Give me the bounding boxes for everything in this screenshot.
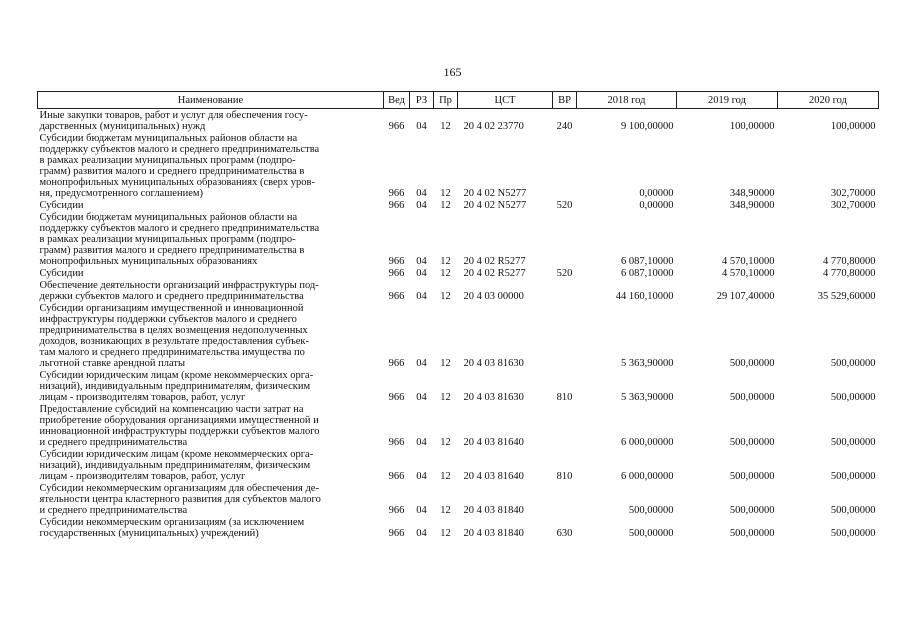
pr-cell: 12 — [440, 121, 451, 132]
vr-cell — [553, 279, 577, 302]
amount-2019-cell: 100,00000 — [729, 121, 775, 132]
item-name-line: там малого и среднего предпринимательства имущества по — [39, 347, 305, 358]
amount-2019-cell: 348,90000 — [729, 188, 775, 199]
amount-2020-cell: 35 529,60000 — [817, 291, 876, 302]
vr-cell — [553, 132, 577, 199]
vr-cell — [553, 302, 577, 369]
item-name-cell — [38, 448, 384, 482]
rz-cell: 04 — [416, 291, 427, 302]
item-name-cell — [38, 403, 384, 448]
ved-cell: 966 — [388, 268, 405, 279]
item-name-line: Предоставление субсидий на компенсацию части затрат на — [39, 404, 304, 415]
page-number: 165 — [443, 65, 462, 79]
rz-cell: 04 — [416, 121, 427, 132]
cst-cell: 20 4 02 N5277 — [463, 188, 527, 199]
item-name-line: Субсидии — [39, 268, 84, 279]
table-row — [38, 132, 879, 199]
item-name-line: Субсидии бюджетам муниципальных районов области на — [39, 133, 298, 144]
table-row — [38, 211, 879, 267]
amount-2019-cell: 348,90000 — [729, 200, 775, 211]
rz-cell: 04 — [416, 471, 427, 482]
ved-cell: 966 — [388, 188, 405, 199]
amount-2020-cell: 100,00000 — [830, 121, 876, 132]
cst-cell: 20 4 03 81840 — [463, 505, 524, 516]
pr-cell: 12 — [440, 188, 451, 199]
amount-2020-cell: 302,70000 — [830, 200, 876, 211]
rz-cell: 04 — [416, 392, 427, 403]
item-name-cell — [38, 109, 384, 133]
rz-cell: 04 — [416, 358, 427, 369]
table-row — [38, 109, 879, 133]
table-row — [38, 448, 879, 482]
vr-cell: 520 — [556, 200, 573, 211]
rz-cell: 04 — [416, 505, 427, 516]
item-name-line: Субсидии некоммерческим организациям (за исключением — [39, 517, 305, 528]
item-name-line: Иные закупки товаров, работ и услуг для обеспечения госу- — [39, 110, 308, 121]
table-row — [38, 403, 879, 448]
header-pr: Пр — [434, 92, 458, 109]
item-name-cell — [38, 516, 384, 539]
item-name-line: Субсидии бюджетам муниципальных районов области на — [39, 212, 298, 223]
item-name-line: инфраструктуры поддержки субъектов малого и среднего — [39, 314, 297, 325]
header-rz: РЗ — [410, 92, 434, 109]
amount-2018-cell: 5 363,90000 — [621, 392, 674, 403]
item-name-line: Субсидии — [39, 200, 84, 211]
item-name-line: лицам - производителям товаров, работ, услуг — [39, 392, 246, 403]
vr-cell: 630 — [556, 528, 573, 539]
amount-2018-cell: 5 363,90000 — [621, 358, 674, 369]
pr-cell: 12 — [440, 437, 451, 448]
ved-cell: 966 — [388, 528, 405, 539]
amount-2018-cell: 6 000,00000 — [621, 471, 674, 482]
rz-cell: 04 — [416, 256, 427, 267]
ved-cell: 966 — [388, 291, 405, 302]
table-row — [38, 516, 879, 539]
vr-cell — [553, 403, 577, 448]
item-name-line: ня, предусмотренного соглашением) — [39, 188, 204, 199]
item-name-cell — [38, 279, 384, 302]
item-name-line: и среднего предпринимательства — [39, 505, 188, 516]
vr-cell — [553, 482, 577, 516]
rz-cell: 04 — [416, 200, 427, 211]
item-name-line: государственных (муниципальных) учреждений) — [39, 528, 259, 539]
amount-2019-cell: 500,00000 — [729, 471, 775, 482]
ved-cell: 966 — [388, 505, 405, 516]
amount-2019-cell: 500,00000 — [729, 392, 775, 403]
item-name-cell — [38, 199, 384, 211]
table-body — [38, 109, 879, 540]
table-row — [38, 482, 879, 516]
cst-cell: 20 4 03 81630 — [463, 358, 524, 369]
cst-cell: 20 4 03 00000 — [463, 291, 524, 302]
vr-cell: 810 — [556, 392, 573, 403]
table-row — [38, 302, 879, 369]
item-name-line: и среднего предпринимательства — [39, 437, 188, 448]
item-name-cell — [38, 369, 384, 403]
item-name-line: Субсидии юридическим лицам (кроме некоммерческих орга- — [39, 449, 314, 460]
amount-2018-cell: 500,00000 — [628, 528, 674, 539]
item-name-line: низаций), индивидуальным предпринимателям, физическим — [39, 460, 311, 471]
header-2020: 2020 год — [778, 92, 879, 109]
cst-cell: 20 4 03 81840 — [463, 528, 524, 539]
item-name-line: лицам - производителям товаров, работ, услуг — [39, 471, 246, 482]
item-name-cell — [38, 267, 384, 279]
header-vr: ВР — [553, 92, 577, 109]
cst-cell: 20 4 02 23770 — [463, 121, 524, 132]
pr-cell: 12 — [440, 392, 451, 403]
table-row — [38, 369, 879, 403]
amount-2020-cell: 302,70000 — [830, 188, 876, 199]
item-name-line: в рамках реализации муниципальных программ (подпро- — [39, 234, 296, 245]
item-name-line: низаций), индивидуальным предпринимателям, физическим — [39, 381, 311, 392]
amount-2020-cell: 500,00000 — [830, 471, 876, 482]
ved-cell: 966 — [388, 200, 405, 211]
item-name-line: Субсидии юридическим лицам (кроме некоммерческих орга- — [39, 370, 314, 381]
amount-2018-cell: 6 087,10000 — [621, 268, 674, 279]
item-name-line: Субсидии организациям имущественной и инновационной — [39, 303, 304, 314]
item-name-line: монопрофильных муниципальных образованиях — [39, 256, 258, 267]
amount-2018-cell: 44 160,10000 — [615, 291, 674, 302]
amount-2019-cell: 4 570,10000 — [722, 268, 775, 279]
header-2018: 2018 год — [577, 92, 677, 109]
item-name-line: в рамках реализации муниципальных программ (подпро- — [39, 155, 296, 166]
header-ved: Вед — [384, 92, 410, 109]
ved-cell: 966 — [388, 392, 405, 403]
item-name-line: поддержку субъектов малого и среднего предпринимательства — [39, 223, 320, 234]
item-name-cell — [38, 211, 384, 267]
item-name-line: Субсидии некоммерческим организациям для обеспечения де- — [39, 483, 319, 494]
pr-cell: 12 — [440, 528, 451, 539]
pr-cell: 12 — [440, 200, 451, 211]
amount-2018-cell: 500,00000 — [628, 505, 674, 516]
header-cst: ЦСТ — [458, 92, 553, 109]
vr-cell: 810 — [556, 471, 573, 482]
ved-cell: 966 — [388, 121, 405, 132]
table-row — [38, 279, 879, 302]
amount-2020-cell: 500,00000 — [830, 505, 876, 516]
item-name-line: ятельности центра кластерного развития для субъектов малого — [39, 494, 321, 505]
table-row — [38, 267, 879, 279]
item-name-line: держки субъектов малого и среднего предпринимательства — [39, 291, 304, 302]
amount-2018-cell: 0,00000 — [639, 188, 674, 199]
item-name-line: поддержку субъектов малого и среднего предпринимательства — [39, 144, 320, 155]
cst-cell: 20 4 03 81630 — [463, 392, 524, 403]
amount-2019-cell: 500,00000 — [729, 358, 775, 369]
cst-cell: 20 4 02 R5277 — [463, 268, 526, 279]
cst-cell: 20 4 03 81640 — [463, 471, 524, 482]
amount-2018-cell: 6 087,10000 — [621, 256, 674, 267]
rz-cell: 04 — [416, 268, 427, 279]
vr-cell: 520 — [556, 268, 573, 279]
table-header — [38, 92, 879, 109]
pr-cell: 12 — [440, 471, 451, 482]
ved-cell: 966 — [388, 358, 405, 369]
header-row — [38, 92, 879, 109]
item-name-line: льготной ставке арендной платы — [39, 358, 186, 369]
amount-2019-cell: 500,00000 — [729, 505, 775, 516]
item-name-line: монопрофильных муниципальных образованиях (сверх уров- — [39, 177, 316, 188]
amount-2020-cell: 4 770,80000 — [823, 268, 876, 279]
amount-2020-cell: 4 770,80000 — [823, 256, 876, 267]
table-row — [38, 199, 879, 211]
amount-2020-cell: 500,00000 — [830, 358, 876, 369]
pr-cell: 12 — [440, 505, 451, 516]
item-name-line: инновационной инфраструктуры поддержки субъектов малого — [39, 426, 320, 437]
budget-table — [37, 91, 879, 539]
rz-cell: 04 — [416, 528, 427, 539]
item-name-line: дарственных (муниципальных) нужд — [39, 121, 206, 132]
cst-cell: 20 4 03 81640 — [463, 437, 524, 448]
pr-cell: 12 — [440, 358, 451, 369]
item-name-line: предпринимательства в целях возмещения недополученных — [39, 325, 308, 336]
amount-2020-cell: 500,00000 — [830, 392, 876, 403]
pr-cell: 12 — [440, 291, 451, 302]
item-name-line: грамм) развития малого и среднего предпринимательства в — [39, 166, 305, 177]
header-name: Наименование — [38, 92, 384, 109]
vr-cell: 240 — [556, 121, 573, 132]
rz-cell: 04 — [416, 188, 427, 199]
amount-2019-cell: 500,00000 — [729, 437, 775, 448]
amount-2018-cell: 6 000,00000 — [621, 437, 674, 448]
amount-2019-cell: 4 570,10000 — [722, 256, 775, 267]
amount-2020-cell: 500,00000 — [830, 528, 876, 539]
ved-cell: 966 — [388, 471, 405, 482]
item-name-cell — [38, 132, 384, 199]
ved-cell: 966 — [388, 437, 405, 448]
cst-cell: 20 4 02 R5277 — [463, 256, 526, 267]
item-name-line: доходов, возникающих в результате предоставления субъек- — [39, 336, 310, 347]
item-name-line: грамм) развития малого и среднего предпринимательства в — [39, 245, 305, 256]
amount-2019-cell: 29 107,40000 — [716, 291, 775, 302]
item-name-cell — [38, 302, 384, 369]
item-name-line: приобретение оборудования организациями имущественной и — [39, 415, 319, 426]
item-name-line: Обеспечение деятельности организаций инфраструктуры под- — [39, 280, 319, 291]
amount-2018-cell: 9 100,00000 — [621, 121, 674, 132]
vr-cell — [553, 211, 577, 267]
header-2019: 2019 год — [677, 92, 778, 109]
item-name-cell — [38, 482, 384, 516]
amount-2018-cell: 0,00000 — [639, 200, 674, 211]
ved-cell: 966 — [388, 256, 405, 267]
pr-cell: 12 — [440, 268, 451, 279]
amount-2020-cell: 500,00000 — [830, 437, 876, 448]
pr-cell: 12 — [440, 256, 451, 267]
rz-cell: 04 — [416, 437, 427, 448]
amount-2019-cell: 500,00000 — [729, 528, 775, 539]
cst-cell: 20 4 02 N5277 — [463, 200, 527, 211]
